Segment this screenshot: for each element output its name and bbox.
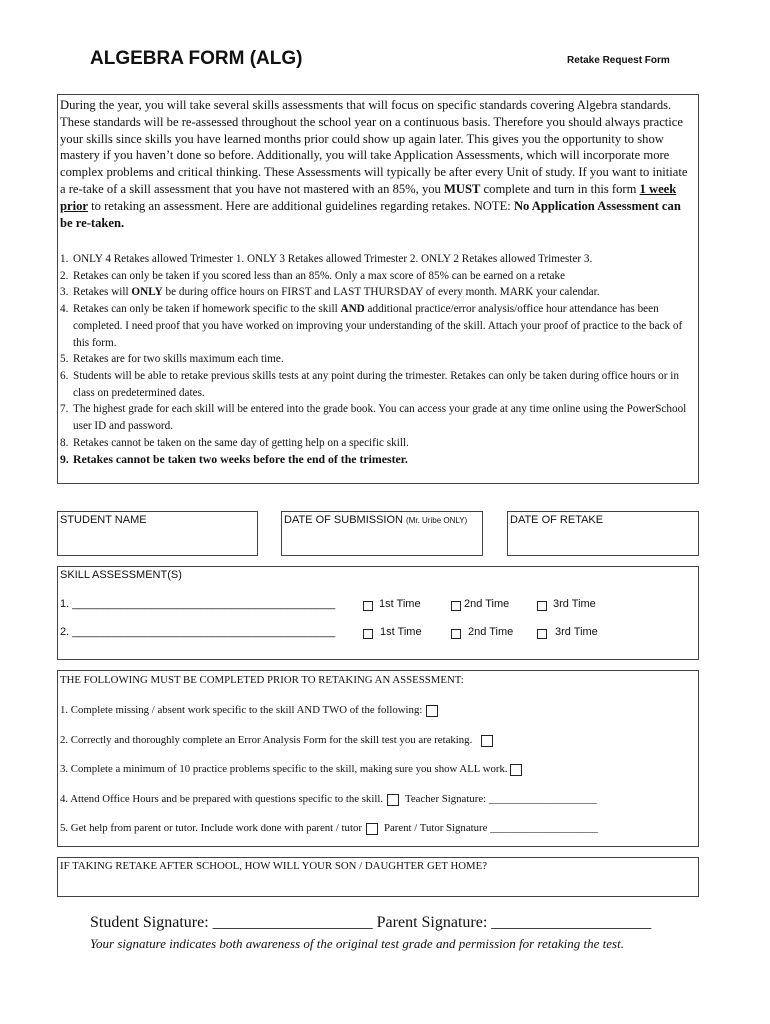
rule-item bbox=[60, 251, 700, 268]
rule-text: Retakes are for two skills maximum each time. bbox=[73, 353, 284, 366]
skill-2-first-time-checkbox[interactable] bbox=[363, 629, 373, 639]
intro-week-prior: 1 week prior bbox=[60, 181, 677, 213]
rule-text: Students will be able to retake previous skills tests at any point during the trimester. Retakes can only be taken during office hours or in class on predetermined dates. bbox=[73, 369, 679, 399]
student-name-field[interactable] bbox=[57, 511, 258, 556]
intro-note-bold: No Application Assessment can be re-taken. bbox=[60, 198, 681, 230]
date-of-submission-label bbox=[284, 514, 467, 526]
requirement-1-text: 1. Complete missing / absent work specific to the skill AND TWO of the following: bbox=[60, 704, 423, 716]
rule-text: Retakes can only be taken if homework specific to the skill bbox=[73, 303, 341, 316]
skill-1-second-time-checkbox[interactable] bbox=[451, 601, 461, 611]
rule-number: 4. bbox=[60, 303, 69, 316]
rule-number: 2. bbox=[60, 269, 69, 282]
transportation-field[interactable] bbox=[57, 857, 699, 897]
skill-2-third-time-checkbox[interactable] bbox=[537, 629, 547, 639]
date-of-retake-field[interactable] bbox=[507, 511, 699, 556]
skill-2-third-time-label: 3rd Time bbox=[555, 626, 598, 638]
rule-item bbox=[60, 435, 700, 452]
parent-tutor-signature-line[interactable]: Parent / Tutor Signature ____________________ bbox=[383, 822, 599, 834]
rule-emphasis: AND bbox=[340, 303, 365, 316]
rule-number: 9. bbox=[60, 452, 69, 467]
rule-number: 3. bbox=[60, 286, 69, 299]
skill-2-second-time-label: 2nd Time bbox=[468, 626, 514, 638]
rule-item bbox=[60, 351, 700, 368]
rule-item bbox=[60, 368, 700, 401]
requirement-3-text: 3. Complete a minimum of 10 practice problems specific to the skill, making sure you show ALL work. bbox=[60, 763, 508, 775]
skill-1-first-time-label: 1st Time bbox=[379, 598, 421, 610]
requirement-5 bbox=[60, 822, 598, 835]
intro-text-1: During the year, you will take several skills assessments that will focus on specific standards covering Algebra standards. These standards will be re-assessed throughout the school year on a continuous basis. Therefore you should always practice your skills since skills you have learned months prior could show up again later. This gives you the opportunity to show mastery if you haven’t done so before. Additionally, you will take Application Assessments, which will incorporate more complex problems and critical thinking. These Assessments will typically be after every Unit of study. If you want to initiate a re-take of a skill assessment that you have not mastered with an 85%, you bbox=[60, 98, 688, 196]
student-name-label: STUDENT NAME bbox=[60, 514, 147, 526]
prior-requirements-box bbox=[57, 670, 699, 847]
date-of-retake-label: DATE OF RETAKE bbox=[510, 514, 604, 526]
skill-2-line[interactable]: 2. ___________________________________________ bbox=[60, 626, 336, 638]
rule-number: 1. bbox=[60, 253, 69, 265]
date-of-submission-text: DATE OF SUBMISSION bbox=[284, 514, 407, 526]
rule-item bbox=[60, 451, 700, 468]
requirement-2-checkbox[interactable] bbox=[481, 735, 493, 747]
skill-2-first-time-label: 1st Time bbox=[380, 626, 422, 638]
guidelines-box bbox=[57, 94, 699, 484]
skill-1-first-time-checkbox[interactable] bbox=[363, 601, 373, 611]
rule-emphasis: ONLY bbox=[131, 286, 163, 299]
requirement-3-checkbox[interactable] bbox=[510, 764, 522, 776]
requirement-2-text: 2. Correctly and thoroughly complete an Error Analysis Form for the skill test you are retaking. bbox=[60, 734, 473, 746]
requirement-1-checkbox[interactable] bbox=[426, 705, 438, 717]
rule-item bbox=[60, 401, 700, 434]
requirement-4-checkbox[interactable] bbox=[387, 794, 399, 806]
rule-text: Retakes can only be taken if you scored less than an 85%. Only a max score of 85% can be earned on a retake bbox=[73, 269, 566, 282]
rule-text: The highest grade for each skill will be entered into the grade book. You can access your grade at any time online using the PowerSchool user ID and password. bbox=[73, 403, 687, 433]
requirement-5-checkbox[interactable] bbox=[366, 823, 378, 835]
skill-1-third-time-label: 3rd Time bbox=[553, 598, 596, 610]
intro-text-2: complete and turn in this form bbox=[480, 181, 640, 196]
intro-paragraph bbox=[60, 97, 694, 231]
skill-1-third-time-checkbox[interactable] bbox=[537, 601, 547, 611]
skill-1-second-time-label: 2nd Time bbox=[464, 598, 510, 610]
transportation-label: IF TAKING RETAKE AFTER SCHOOL, HOW WILL YOUR SON / DAUGHTER GET HOME? bbox=[60, 860, 488, 872]
rule-text: be during office hours on FIRST and LAST THURSDAY of every month. MARK your calendar. bbox=[162, 286, 600, 299]
requirement-5-text: 5. Get help from parent or tutor. Include work done with parent / tutor bbox=[60, 822, 362, 834]
rule-number: 7. bbox=[60, 403, 69, 416]
signature-note: Your signature indicates both awareness of the original test grade and permission for retaking the test. bbox=[90, 936, 624, 951]
requirement-2 bbox=[60, 734, 493, 747]
rules-list bbox=[60, 251, 700, 468]
form-subtitle: Retake Request Form bbox=[567, 55, 670, 66]
requirement-3 bbox=[60, 763, 522, 776]
rule-text: Retakes cannot be taken two weeks before the end of the trimester. bbox=[73, 452, 408, 467]
skill-1-line[interactable]: 1. ___________________________________________ bbox=[60, 598, 336, 610]
signature-lines[interactable]: Student Signature: ____________________ Parent Signature: ____________________ bbox=[90, 914, 652, 931]
skill-assessments-label: SKILL ASSESSMENT(S) bbox=[60, 569, 182, 581]
rule-text: Retakes cannot be taken on the same day of getting help on a specific skill. bbox=[73, 436, 409, 449]
requirement-4-text: 4. Attend Office Hours and be prepared with questions specific to the skill. bbox=[60, 793, 384, 805]
rule-text: ONLY 4 Retakes allowed Trimester 1. ONLY 3 Retakes allowed Trimester 2. ONLY 2 Retakes allowed Trimester 3. bbox=[73, 253, 593, 265]
rule-number: 6. bbox=[60, 369, 69, 382]
date-of-submission-note: (Mr. Uribe ONLY) bbox=[406, 516, 468, 525]
rule-number: 5. bbox=[60, 353, 69, 366]
skill-assessments-box bbox=[57, 566, 699, 660]
date-of-submission-field[interactable] bbox=[281, 511, 483, 556]
prior-requirements-heading: THE FOLLOWING MUST BE COMPLETED PRIOR TO RETAKING AN ASSESSMENT: bbox=[60, 674, 464, 686]
intro-text-3: to retaking an assessment. Here are additional guidelines regarding retakes. NOTE: bbox=[87, 198, 514, 213]
form-title: ALGEBRA FORM (ALG) bbox=[90, 48, 303, 69]
requirement-1 bbox=[60, 704, 438, 717]
rule-text: additional practice/error analysis/office hour attendance has been completed. I need proof that you have worked on improving your understanding of the skill. Attach your proof of practice to the back of this form. bbox=[73, 303, 683, 349]
rule-text: Retakes will bbox=[73, 286, 132, 299]
teacher-signature-line[interactable]: Teacher Signature: ____________________ bbox=[405, 793, 597, 805]
rule-item bbox=[60, 268, 700, 285]
intro-must: MUST bbox=[444, 181, 481, 196]
rule-item bbox=[60, 284, 700, 301]
requirement-4 bbox=[60, 793, 597, 806]
skill-2-second-time-checkbox[interactable] bbox=[451, 629, 461, 639]
rule-item bbox=[60, 301, 700, 351]
rule-number: 8. bbox=[60, 436, 69, 449]
